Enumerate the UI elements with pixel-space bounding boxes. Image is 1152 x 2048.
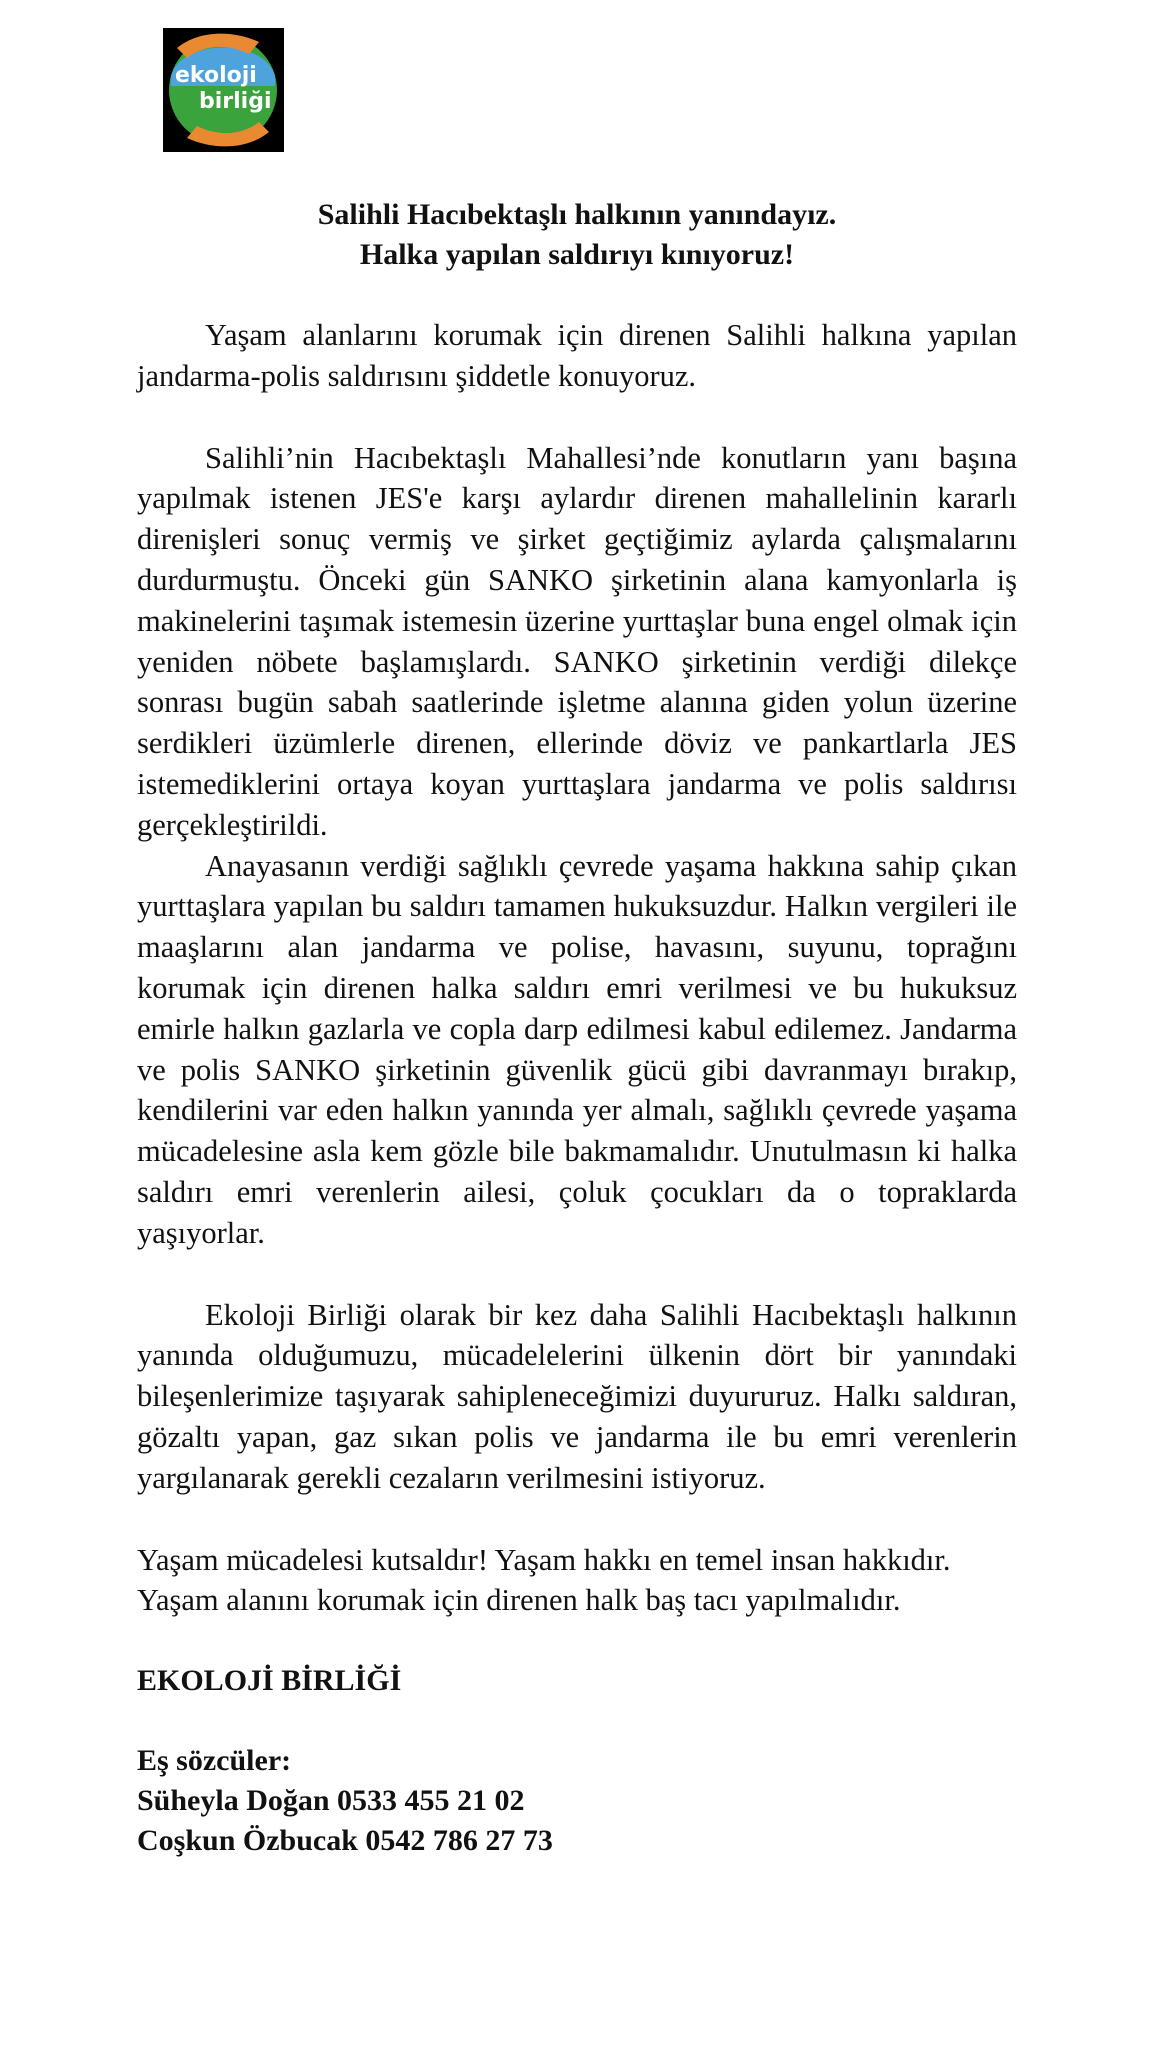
paragraph-2: Salihli’nin Hacıbektaşlı Mahallesi’nde konutların yanı başına yapılmak istenen JES'e karşı aylardır direnen mahallelinin kararlı direnişleri sonuç vermiş ve şirket geçtiğimiz aylarda çalışmalarını durdurmuştu. Önceki gün SANKO şirketinin alana kamyonlarla iş makinelerini taşımak istemesin üzerine yurttaşlar buna engel olmak için yeniden nöbete başlamışlardı. SANKO şirketinin verdiği dilekçe sonrası bugün sabah saatlerinde işletme alanına giden yolun üzerine serdikleri üzümlerle direnen, ellerinde döviz ve pankartlarla JES istemediklerini ortaya koyan yurttaşlara jandarma ve polis saldırısı gerçekleştirildi. <box>137 440 1017 842</box>
title-line-1: Salihli Hacıbektaşlı halkının yanındayız. <box>317 198 837 231</box>
spokespersons-heading: Eş sözcüler: <box>137 1744 292 1778</box>
spokesperson-2: Coşkun Özbucak 0542 786 27 73 <box>137 1824 553 1858</box>
spokespersons-block <box>137 1741 1017 1861</box>
logo-emblem-icon <box>163 28 284 152</box>
paragraph-3: Anayasanın verdiği sağlıklı çevrede yaşama hakkına sahip çıkan yurttaşlara yapılan bu saldırı tamamen hukuksuzdur. Halkın vergileri ile maaşlarını alan jandarma ve polise, havasını, suyunu, toprağını korumak için direnen halka saldırı emri verilmesi ve bu hukuksuz emirle halkın gazlarla ve copla darp edilmesi kabul edilemez. Jandarma ve polis SANKO şirketinin güvenlik gücü gibi davranmayı bırakıp, kendilerini var eden halkın yanında yer almalı, sağlıklı çevrede yaşama mücadelesine asla kem gözle bile bakmamalıdır. Unutulmasın ki halka saldırı emri verenlerin ailesi, çoluk çocukları da o topraklarda yaşıyorlar. <box>137 848 1017 1250</box>
logo-text-line1: ekoloji <box>175 63 257 88</box>
title-line-2: Halka yapılan saldırıyı kınıyoruz! <box>359 238 795 271</box>
ekoloji-birligi-logo <box>163 28 284 152</box>
organization-name: EKOLOJİ BİRLİĞİ <box>137 1664 402 1698</box>
paragraph-4: Ekoloji Birliği olarak bir kez daha Salihli Hacıbektaşlı halkının yanında olduğumuzu, mücadelelerini ülkenin dört bir yanındaki bileşenlerimize taşıyarak sahipleneceğimizi duyururuz. Halkı saldıran, gözaltı yapan, gaz sıkan polis ve jandarma ile bu emri verenlerin yargılanarak gerekli cezaların verilmesini istiyoruz. <box>137 1297 1017 1495</box>
paragraph-1: Yaşam alanlarını korumak için direnen Salihli halkına yapılan jandarma-polis saldırısını şiddetle konuyoruz. <box>137 318 1017 393</box>
logo-text-line2: birliği <box>199 89 272 114</box>
press-statement <box>137 195 1017 1861</box>
paragraph-6: Yaşam alanını korumak için direnen halk baş tacı yapılmalıdır. <box>137 1583 901 1618</box>
spokesperson-1: Süheyla Doğan 0533 455 21 02 <box>137 1784 525 1818</box>
statement-title <box>137 195 1017 275</box>
paragraph-5: Yaşam mücadelesi kutsaldır! Yaşam hakkı en temel insan hakkıdır. <box>137 1542 951 1577</box>
